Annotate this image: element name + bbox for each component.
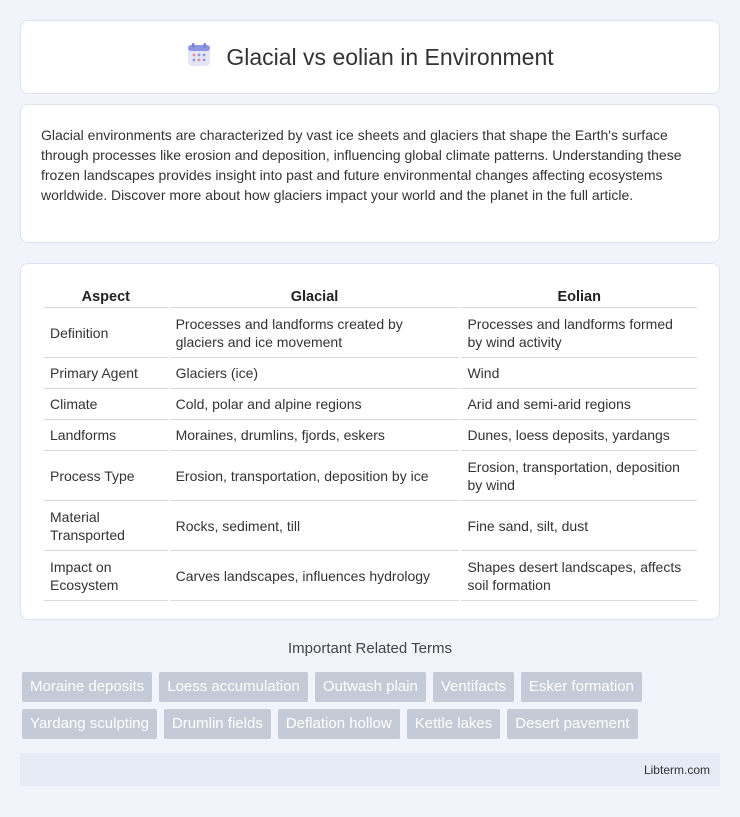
related-tags: [22, 672, 722, 739]
table-cell: Erosion, transportation, deposition by wind: [461, 451, 697, 501]
table-row: [44, 308, 697, 358]
table-cell: Material Transported: [44, 501, 168, 551]
header-glacial: Glacial: [170, 286, 460, 308]
tag-desert-pavement[interactable]: Desert pavement: [507, 709, 637, 739]
header-aspect: Aspect: [44, 286, 168, 308]
tag-loess-accumulation[interactable]: Loess accumulation: [159, 672, 308, 702]
table-cell: Glaciers (ice): [170, 358, 460, 389]
footer: [20, 753, 720, 786]
table-row: [44, 451, 697, 501]
table-cell: Processes and landforms formed by wind activity: [461, 308, 697, 358]
table-cell: Shapes desert landscapes, affects soil formation: [461, 551, 697, 601]
table-cell: Climate: [44, 389, 168, 420]
table-row: [44, 358, 697, 389]
tag-moraine-deposits[interactable]: Moraine deposits: [22, 672, 152, 702]
table-row: [44, 551, 697, 601]
tag-kettle-lakes[interactable]: Kettle lakes: [407, 709, 501, 739]
title-wrap: [186, 42, 553, 73]
table-row: [44, 420, 697, 451]
table-cell: Erosion, transportation, deposition by ice: [170, 451, 460, 501]
comparison-table: [42, 286, 699, 601]
table-cell: Process Type: [44, 451, 168, 501]
intro-text: Glacial environments are characterized by vast ice sheets and glaciers that shape the Earth's surface through processes like erosion and deposition, influencing global climate patterns. Understanding these frozen landscapes provides insight into past and future environmental changes affecting ecosystems worldwide. Discover more about how glaciers impact your world and the planet in the full article.: [41, 127, 682, 203]
table-cell: Moraines, drumlins, fjords, eskers: [170, 420, 460, 451]
table-cell: Carves landscapes, influences hydrology: [170, 551, 460, 601]
table-row: [44, 501, 697, 551]
table-cell: Wind: [461, 358, 697, 389]
table-cell: Primary Agent: [44, 358, 168, 389]
table-cell: Impact on Ecosystem: [44, 551, 168, 601]
footer-site-link[interactable]: Libterm.com: [643, 762, 710, 777]
table-card: [20, 263, 720, 620]
tag-yardang-sculpting[interactable]: Yardang sculpting: [22, 709, 157, 739]
table-cell: Landforms: [44, 420, 168, 451]
table-cell: Cold, polar and alpine regions: [170, 389, 460, 420]
tag-drumlin-fields[interactable]: Drumlin fields: [164, 709, 271, 739]
tag-esker-formation[interactable]: Esker formation: [521, 672, 642, 702]
intro-card: [20, 104, 720, 243]
tag-deflation-hollow[interactable]: Deflation hollow: [278, 709, 400, 739]
header-card: [20, 20, 720, 94]
header-eolian: Eolian: [461, 286, 697, 308]
table-cell: Definition: [44, 308, 168, 358]
calendar-grid-icon: [186, 42, 212, 73]
tag-outwash-plain[interactable]: Outwash plain: [315, 672, 426, 702]
table-cell: Arid and semi-arid regions: [461, 389, 697, 420]
table-header-row: [44, 286, 697, 308]
related-terms-title: Important Related Terms: [288, 640, 452, 657]
table-cell: Fine sand, silt, dust: [461, 501, 697, 551]
page-title: Glacial vs eolian in Environment: [226, 43, 554, 70]
table-cell: Dunes, loess deposits, yardangs: [461, 420, 697, 451]
table-cell: Processes and landforms created by glaciers and ice movement: [170, 308, 460, 358]
tag-ventifacts[interactable]: Ventifacts: [433, 672, 514, 702]
table-row: [44, 389, 697, 420]
table-cell: Rocks, sediment, till: [170, 501, 460, 551]
